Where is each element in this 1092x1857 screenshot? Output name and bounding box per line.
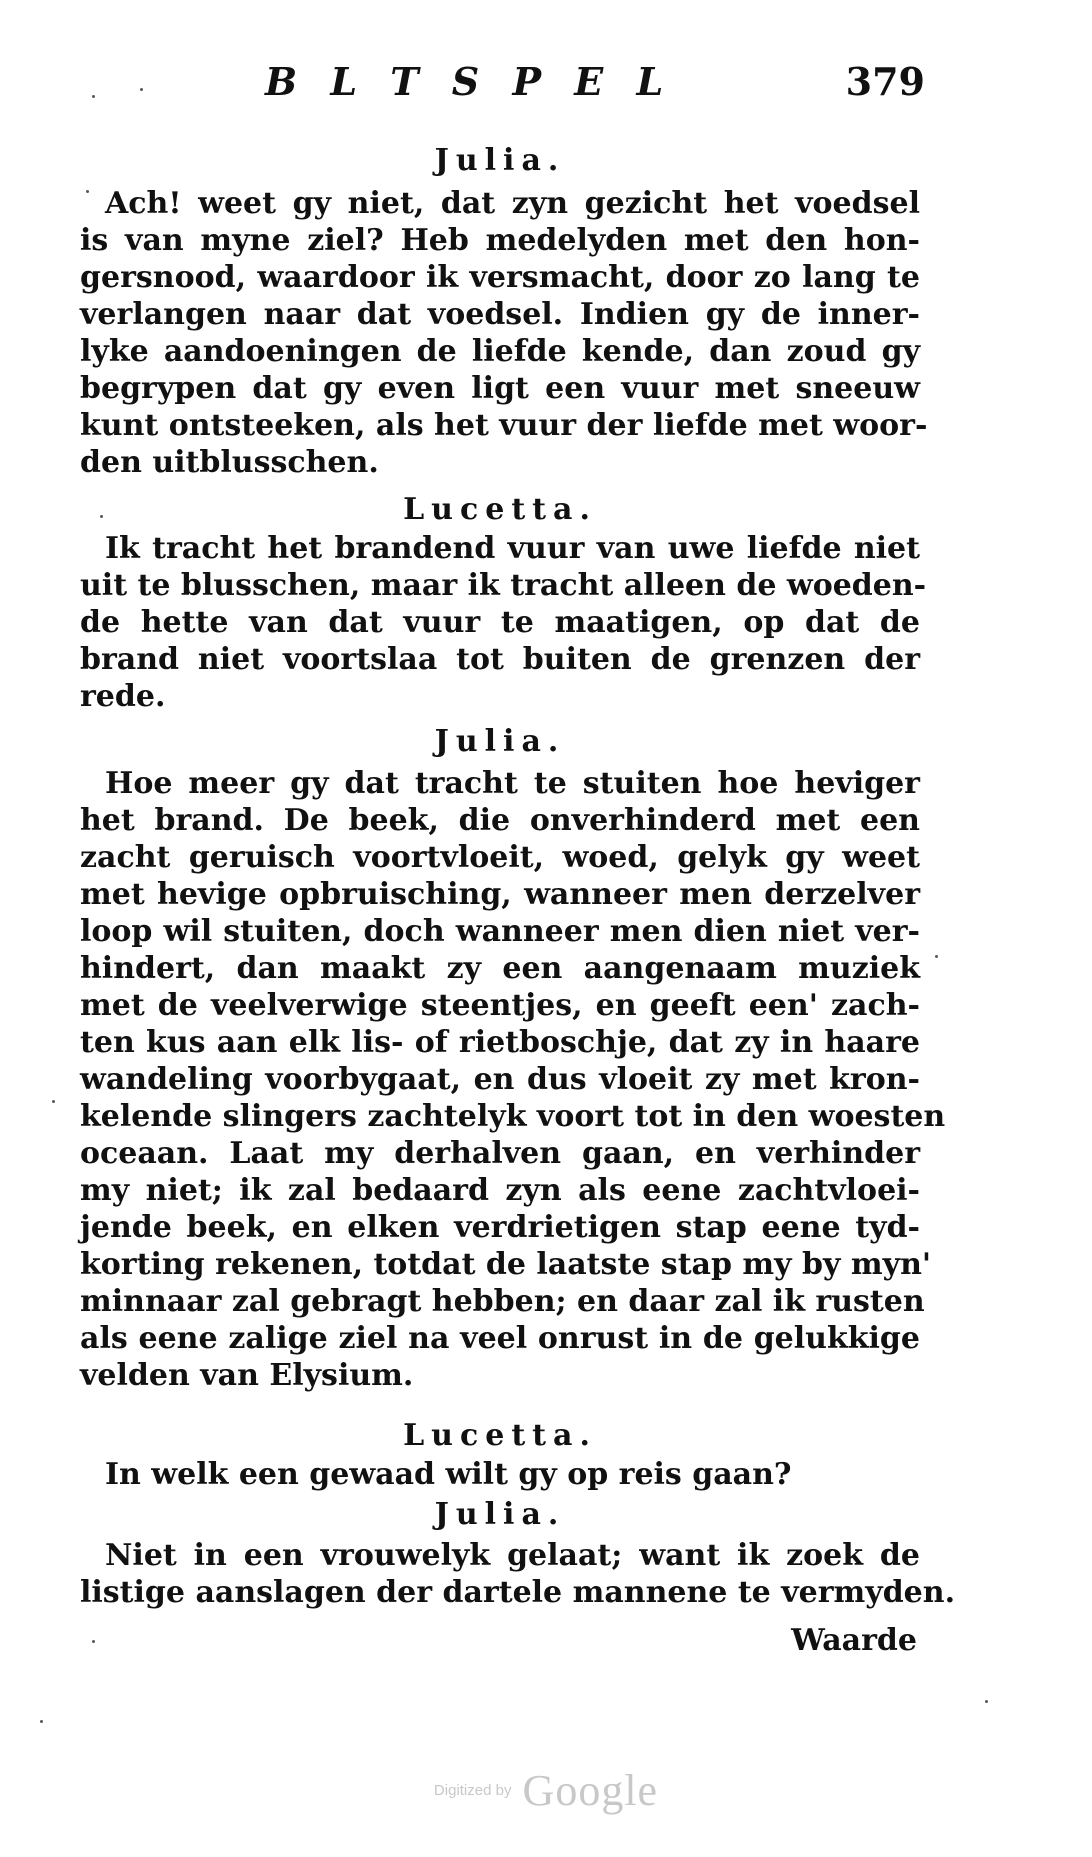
scan-speck bbox=[985, 1700, 988, 1703]
text-line: jende beek, en elken verdrietigen stap eene tyd- bbox=[80, 1210, 920, 1245]
page-header bbox=[95, 52, 925, 112]
speaker-heading: Lucetta. bbox=[403, 1418, 597, 1453]
text-line: met hevige opbruisching, wanneer men derzelver bbox=[80, 877, 920, 912]
text-line: verlangen naar dat voedsel. Indien gy de inner- bbox=[80, 297, 920, 332]
digitized-prefix: Digitized by bbox=[433, 1782, 512, 1799]
text-line: het brand. De beek, die onverhinderd met een bbox=[80, 803, 920, 838]
text-line: Ach! weet gy niet, dat zyn gezicht het voedsel bbox=[105, 186, 920, 221]
text-line: korting rekenen, totdat de laatste stap my by myn' bbox=[80, 1247, 932, 1282]
text-line: velden van Elysium. bbox=[80, 1358, 414, 1393]
digitized-brand: Google bbox=[522, 1766, 659, 1815]
text-line: kelende slingers zachtelyk voort tot in den woesten bbox=[80, 1099, 946, 1134]
page-number: 379 bbox=[845, 59, 925, 104]
scan-speck bbox=[935, 955, 938, 958]
text-line: my niet; ik zal bedaard zyn als eene zachtvloei- bbox=[80, 1173, 920, 1208]
catchword: Waarde bbox=[791, 1623, 917, 1658]
speaker-heading: Julia. bbox=[434, 724, 566, 759]
text-line: brand niet voortslaa tot buiten de grenzen der bbox=[80, 642, 920, 677]
running-head: B L T S P E L bbox=[265, 59, 674, 104]
text-line: minnaar zal gebragt hebben; en daar zal ik rusten bbox=[80, 1284, 925, 1319]
text-line: oceaan. Laat my derhalven gaan, en verhinder bbox=[80, 1136, 920, 1171]
text-line: wandeling voorbygaat, en dus vloeit zy met kron- bbox=[80, 1062, 920, 1097]
text-line: begrypen dat gy even ligt een vuur met sneeuw bbox=[80, 371, 920, 406]
text-line: rede. bbox=[80, 679, 166, 714]
text-line: gersnood, waardoor ik versmacht, door zo lang te bbox=[80, 260, 920, 295]
text-line: de hette van dat vuur te maatigen, op dat de bbox=[80, 605, 920, 640]
text-line: als eene zalige ziel na veel onrust in de gelukkige bbox=[80, 1321, 920, 1356]
digitized-watermark bbox=[0, 1765, 1092, 1816]
text-line: den uitblusschen. bbox=[80, 445, 379, 480]
text-line: listige aanslagen der dartele mannene te vermyden. bbox=[80, 1575, 956, 1610]
speaker-heading: Julia. bbox=[434, 1497, 566, 1532]
text-line: ten kus aan elk lis- of rietboschje, dat zy in haare bbox=[80, 1025, 920, 1060]
text-line: Ik tracht het brandend vuur van uwe liefde niet bbox=[105, 531, 920, 566]
scan-speck bbox=[52, 1100, 55, 1103]
text-line: met de veelverwige steentjes, en geeft een' zach- bbox=[80, 988, 920, 1023]
text-line: Niet in een vrouwelyk gelaat; want ik zoek de bbox=[105, 1538, 920, 1573]
text-line: In welk een gewaad wilt gy op reis gaan? bbox=[105, 1457, 792, 1492]
speaker-heading: Julia. bbox=[434, 143, 566, 178]
text-line: is van myne ziel? Heb medelyden met den hon- bbox=[80, 223, 920, 258]
scan-speck bbox=[92, 1640, 95, 1643]
text-line: loop wil stuiten, doch wanneer men dien niet ver- bbox=[80, 914, 920, 949]
text-line: kunt ontsteeken, als het vuur der liefde met woor- bbox=[80, 408, 928, 443]
text-line: uit te blusschen, maar ik tracht alleen de woeden- bbox=[80, 568, 927, 603]
scan-speck bbox=[40, 1720, 43, 1723]
text-line: Hoe meer gy dat tracht te stuiten hoe heviger bbox=[105, 766, 920, 801]
text-line: hindert, dan maakt zy een aangenaam muziek bbox=[80, 951, 920, 986]
scan-speck bbox=[86, 190, 89, 193]
speaker-heading: Lucetta. bbox=[403, 492, 597, 527]
text-line: lyke aandoeningen de liefde kende, dan zoud gy bbox=[80, 334, 920, 369]
text-line: zacht geruisch voortvloeit, woed, gelyk gy weet bbox=[80, 840, 920, 875]
